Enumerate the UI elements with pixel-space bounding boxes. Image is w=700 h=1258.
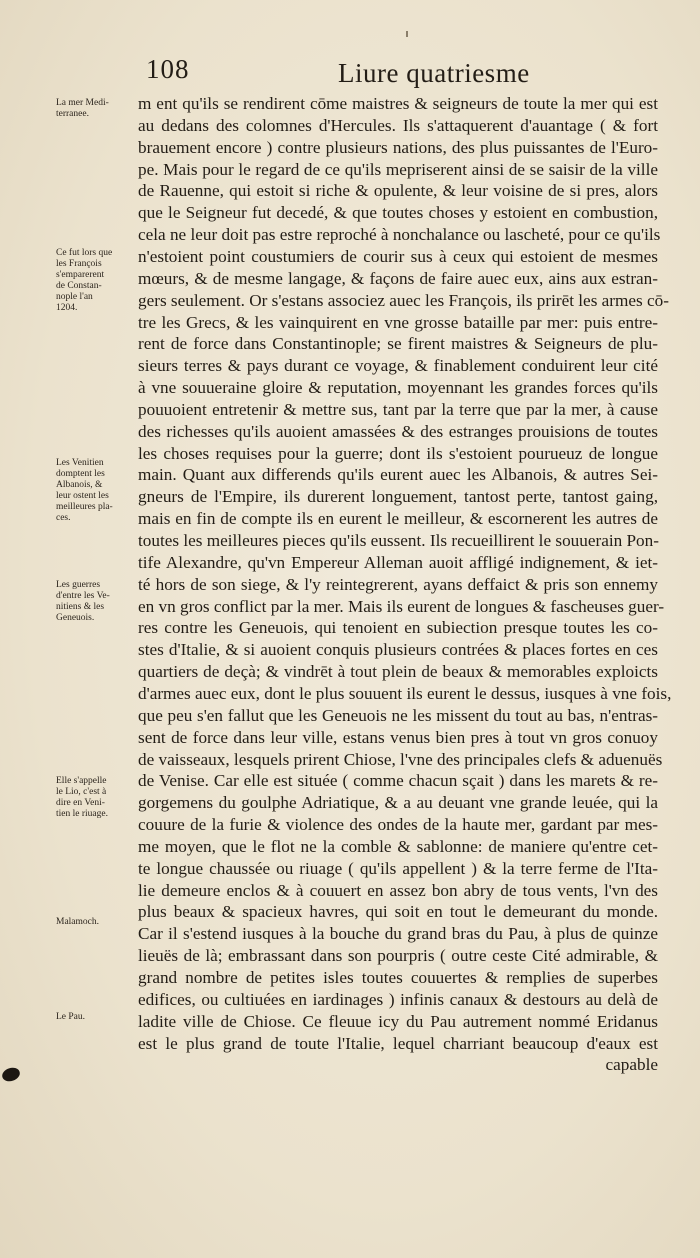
text-line: plus beaux & spacieux havres, qui soit en tout le demeurant du monde.	[138, 902, 658, 922]
margin-note-line: Geneuois.	[56, 613, 95, 623]
text-line: gers seulement. Or s'estans associez auec les François, ils prirēt les armes cō-	[138, 290, 669, 310]
text-line: couure de la furie & violence des ondes de la haute mer, gardant par mes-	[138, 815, 658, 835]
text-line: les choses requises pour la guerre; dont ils s'estoient pourueuz de longue	[138, 443, 658, 463]
margin-note	[56, 917, 136, 928]
text-line: pe. Mais pour le regard de ce qu'ils mepriserent ainsi de se saisir de la ville	[138, 159, 658, 179]
text-line: à vne souueraine gloire & reputation, moyennant les grandes forces qu'ils	[138, 378, 658, 398]
text-line: ladite ville de Chiose. Ce fleuue icy du Pau autrement nommé Eridanus	[138, 1011, 658, 1031]
text-line: capable	[605, 1055, 658, 1075]
page-number: 108	[146, 54, 190, 84]
text-line: mœurs, & de mesme langage, & façons de faire auec eux, ains aux estran-	[138, 268, 658, 288]
margin-note-line: Malamoch.	[56, 917, 100, 927]
margin-note-line: tien le riuage.	[56, 809, 108, 819]
text-line: cela ne leur doit pas estre reproché à nonchalance ou lascheté, pour ce qu'ils	[138, 225, 661, 245]
margin-note-line: le Lio, c'est à	[56, 787, 107, 797]
margin-note-line: dire en Veni-	[56, 798, 105, 808]
text-line: res contre les Geneuois, qui tenoient en subiection presque toutes les co-	[138, 618, 658, 638]
margin-note-line: domptent les	[56, 469, 105, 479]
margin-note	[56, 580, 136, 624]
margin-note-line: Les Venitien	[56, 458, 104, 468]
text-line: rent de force dans Constantinople; se firent maistres & Seigneurs de plu-	[138, 334, 658, 354]
margin-note-line: Ce fut lors que	[56, 248, 113, 258]
text-line: brauement encore ) contre plusieurs nations, des plus puissantes de l'Euro-	[138, 137, 658, 157]
text-line: lie demeure enclos & à couuert en assez bon abry de tous vents, l'vn des	[138, 880, 658, 900]
margin-note	[56, 98, 136, 120]
text-line: de Venise. Car elle est située ( comme chacun sçait ) dans les marets & re-	[138, 771, 658, 791]
text-line: gneurs de l'Empire, ils durerent longuement, tantost perte, tantost gaing,	[138, 487, 658, 507]
margin-note	[56, 248, 136, 314]
margin-note-line: 1204.	[56, 303, 78, 313]
text-line: te longue chaussée ou riuage ( qu'ils appellent ) & la terre ferme de l'Ita-	[138, 858, 658, 878]
text-line: lieuës de là; embrassant dans son pourpris ( outre ceste Cité admirable, &	[138, 946, 658, 966]
text-line: tife Alexandre, qu'vn Empereur Alleman auoit affligé indignement, & iet-	[138, 552, 658, 572]
text-line: que le Seigneur fut decedé, & que toutes choses y estoient en combustion,	[138, 203, 658, 223]
text-line: d'armes auec eux, dont le plus souuent ils eurent le dessus, iusques à vne fois,	[138, 683, 672, 703]
margin-note-line: ces.	[56, 513, 71, 523]
margin-note-line: Les guerres	[56, 580, 101, 590]
margin-note-line: s'emparerent	[56, 270, 105, 280]
margin-note-line: Albanois, &	[56, 480, 103, 490]
margin-note-line: nople l'an	[56, 292, 93, 302]
text-line: gorgemens du goulphe Adriatique, & a au deuant vne grande leuée, qui la	[138, 793, 658, 813]
text-line: sent de force dans leur ville, estans venus bien pres à tout vn gros conuoy	[138, 727, 658, 747]
text-line: quartiers de deçà; & vindrēt à tout plein de beaux & memorables exploicts	[138, 662, 658, 682]
margin-note-line: Le Pau.	[56, 1012, 86, 1022]
margin-note-line: de Constan-	[56, 281, 102, 291]
margin-note-line: Elle s'appelle	[56, 776, 107, 786]
text-line: toutes les meilleures pieces qu'ils eussent. Ils recueillirent le souuerain Pon-	[138, 531, 659, 550]
text-line: de vaisseaux, lesquels prirent Chiose, l'vne des principales clefs & aduenuës	[138, 749, 663, 769]
text-line: sieurs terres & pays durant ce voyage, & finablement conduirent leur cité	[138, 356, 658, 376]
running-title: Liure quatriesme	[338, 58, 530, 88]
margin-note-line: meilleures pla-	[56, 502, 113, 512]
text-line: tre les Grecs, & les vainquirent en vne grosse bataille par mer: puis entre-	[138, 312, 658, 332]
margin-note-line: terranee.	[56, 109, 89, 119]
text-line: main. Quant aux differends qu'ils eurent auec les Albanois, & autres Sei-	[138, 465, 658, 485]
text-line: té hors de son siege, & l'y reintegrerent, ayans deffaict & pris son ennemy	[138, 574, 658, 594]
text-line: edifices, ou cultiuées en iardinages ) infinis canaux & destours au delà de	[138, 989, 658, 1009]
text-line: n'estoient point coustumiers de courir sus à ceux qui estoient de mesmes	[138, 246, 658, 266]
margin-note-line: nitiens & les	[56, 602, 105, 612]
margin-note-line: d'entre les Ve-	[56, 591, 110, 601]
text-line: en vn gros conflict par la mer. Mais ils eurent de longues & fascheuses guer-	[138, 596, 665, 616]
text-line: pouuoient entretenir & mettre sus, tant par la terre que par la mer, à cause	[138, 399, 658, 419]
margin-note-line: leur ostent les	[56, 491, 109, 501]
text-line: m ent qu'ils se rendirent cōme maistres & seigneurs de toute la mer qui est	[138, 94, 658, 113]
margin-note-line: les François	[56, 259, 102, 269]
margin-note	[56, 776, 136, 820]
margin-note	[56, 458, 136, 524]
text-line: stes d'Italie, & si auoient conquis plusieurs contrées & places fortes en ces	[138, 640, 658, 660]
text-line: des richesses qu'ils auoient amassées & des estranges prouisions de toutes	[138, 421, 658, 441]
text-line: Car il s'estend iusques à la bouche du grand bras du Pau, à plus de quinze	[138, 924, 658, 944]
margin-note	[56, 1012, 136, 1023]
text-line: de Rauenne, qui estoit si riche & opulente, & leur voisine de si pres, alors	[138, 181, 658, 201]
text-line: me moyen, que le flot ne la comble & sablonne: de maniere qu'entre cet-	[138, 836, 658, 856]
margin-note-line: La mer Medi-	[56, 98, 109, 108]
ink-blot	[0, 1066, 21, 1084]
text-line: que peu s'en fallut que les Geneuois ne les missent du tout au bas, n'entras-	[138, 705, 658, 725]
text-line: grand nombre de petites isles toutes couuertes & remplies de superbes	[138, 968, 658, 987]
text-line: mais en fin de compte ils en eurent le meilleur, & escornerent les autres de	[138, 509, 658, 529]
page-mark	[406, 31, 408, 37]
text-line: est le plus grand de toute l'Italie, lequel charriant beaucoup d'eaux est	[138, 1033, 658, 1053]
text-line: au dedans des colomnes d'Hercules. Ils s'attaquerent d'auantage ( & fort	[138, 115, 658, 135]
